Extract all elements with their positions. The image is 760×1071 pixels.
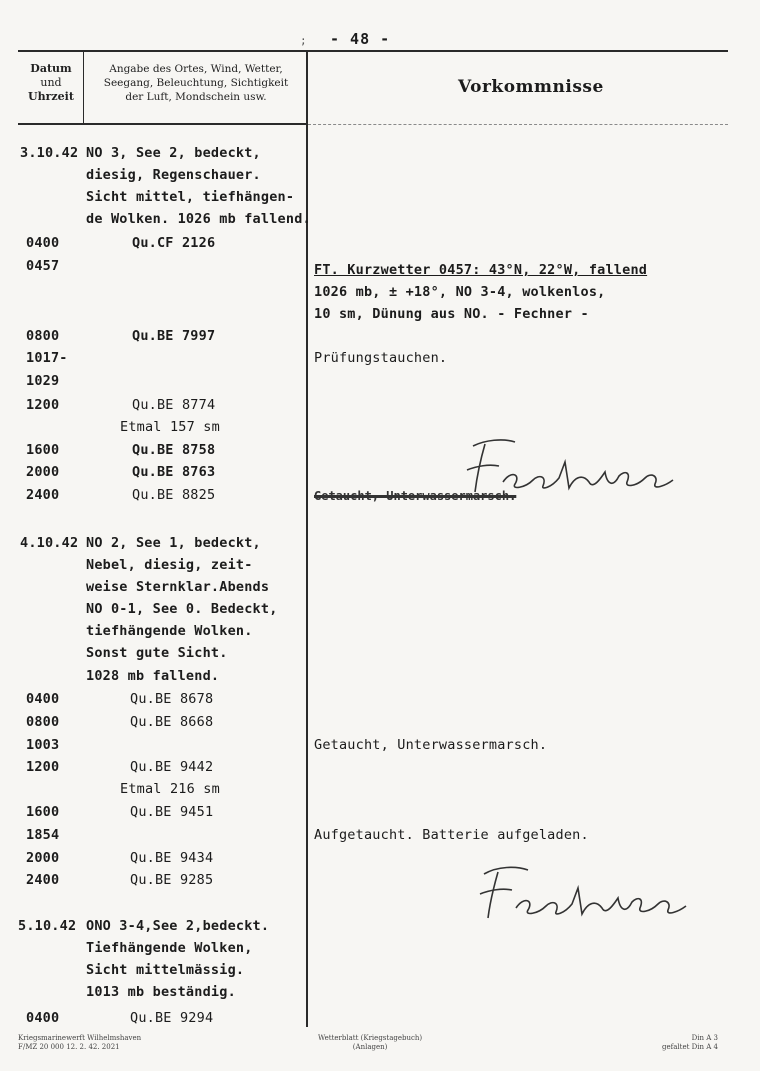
row-time: 2000 <box>26 464 60 480</box>
event-note: Getaucht, Unterwassermarsch. <box>314 737 548 753</box>
column-divider-2 <box>306 52 308 1027</box>
entry-date: 3.10.42 <box>20 145 79 161</box>
footer-left: Kriegsmarinewerft Wilhelmshaven F/MZ 20 000 12. 2. 42. 2021 <box>18 1034 142 1051</box>
weather-line: de Wolken. 1026 mb fallend. <box>86 211 311 227</box>
signature <box>470 858 700 928</box>
weather-line: Nebel, diesig, zeit- <box>86 557 253 573</box>
row-time: 1200 <box>26 759 60 775</box>
weather-line: Sicht mittel, tiefhängen- <box>86 189 295 205</box>
page-number: - 48 - <box>330 30 391 48</box>
footer-right: Din A 3 gefaltet Din A 4 <box>662 1034 718 1051</box>
row-time: 0800 <box>26 714 60 730</box>
row-time: 0457 <box>26 258 60 274</box>
row-position: Qu.BE 9442 <box>130 759 214 775</box>
weather-line: Tiefhängende Wolken, <box>86 940 253 956</box>
footer-center: Wetterblatt (Kriegstagebuch) (Anlagen) <box>318 1034 423 1051</box>
row-position: Qu.BE 9434 <box>130 850 214 866</box>
row-time: 0400 <box>26 235 60 251</box>
pencil-mark: ; <box>300 34 307 47</box>
row-position: Qu.BE 8668 <box>130 714 214 730</box>
row-time: 1029 <box>26 373 60 389</box>
row-time: 2000 <box>26 850 60 866</box>
row-time: 2400 <box>26 872 60 888</box>
column-divider-1 <box>83 52 84 124</box>
row-position: Qu.BE 8825 <box>132 487 216 503</box>
signature <box>455 432 685 502</box>
weather-line: Sonst gute Sicht. <box>86 645 228 661</box>
weather-line: 1028 mb fallend. <box>86 668 220 684</box>
row-daily-run: Etmal 216 sm <box>120 781 220 797</box>
row-time: 0400 <box>26 1010 60 1026</box>
header-bottom-dashed-rule <box>308 124 728 125</box>
row-position: Qu.BE 9285 <box>130 872 214 888</box>
weather-line: 1013 mb beständig. <box>86 984 236 1000</box>
row-position: Qu.BE 9451 <box>130 804 214 820</box>
row-time: 2400 <box>26 487 60 503</box>
header-top-rule <box>18 50 728 52</box>
weather-line: tiefhängende Wolken. <box>86 623 253 639</box>
weather-line: ONO 3-4,See 2,bedeckt. <box>86 918 270 934</box>
row-time: 1854 <box>26 827 60 843</box>
event-note: Aufgetaucht. Batterie aufgeladen. <box>314 827 589 843</box>
row-position: Qu.BE 9294 <box>130 1010 214 1026</box>
weather-line: NO 0-1, See 0. Bedeckt, <box>86 601 278 617</box>
weather-line: NO 3, See 2, bedeckt, <box>86 145 261 161</box>
row-time: 1600 <box>26 442 60 458</box>
weather-line: NO 2, See 1, bedeckt, <box>86 535 261 551</box>
entry-date: 5.10.42 <box>18 918 77 934</box>
row-position: Qu.BE 8678 <box>130 691 214 707</box>
event-note: 10 sm, Dünung aus NO. - Fechner - <box>314 306 589 322</box>
weather-line: weise Sternklar.Abends <box>86 579 270 595</box>
weather-line: Sicht mittelmässig. <box>86 962 245 978</box>
row-position: Qu.CF 2126 <box>132 235 216 251</box>
weather-line: diesig, Regenschauer. <box>86 167 261 183</box>
row-time: 1017- <box>26 350 68 366</box>
event-note: FT. Kurzwetter 0457: 43°N, 22°W, fallend <box>314 262 648 278</box>
header-events: Vorkommnisse <box>458 77 604 97</box>
row-time: 1200 <box>26 397 60 413</box>
event-note: 1026 mb, ± +18°, NO 3-4, wolkenlos, <box>314 284 606 300</box>
entry-date: 4.10.42 <box>20 535 79 551</box>
row-position: Qu.BE 8774 <box>132 397 216 413</box>
struck-event-note: Getaucht, Unterwassermarsch. <box>314 489 517 503</box>
row-position: Qu.BE 8758 <box>132 442 216 458</box>
header-bottom-rule <box>18 123 308 125</box>
row-time: 1600 <box>26 804 60 820</box>
row-position: Qu.BE 8763 <box>132 464 216 480</box>
header-date-time: Datum und Uhrzeit <box>28 62 74 103</box>
row-position: Qu.BE 7997 <box>132 328 216 344</box>
row-time: 1003 <box>26 737 60 753</box>
row-time: 0400 <box>26 691 60 707</box>
row-time: 0800 <box>26 328 60 344</box>
event-note: Prüfungstauchen. <box>314 350 448 366</box>
header-location-weather: Angabe des Ortes, Wind, Wetter, Seegang, Beleuchtung, Sichtigkeit der Luft, Mondschein usw. <box>103 63 289 103</box>
row-daily-run: Etmal 157 sm <box>120 419 220 435</box>
